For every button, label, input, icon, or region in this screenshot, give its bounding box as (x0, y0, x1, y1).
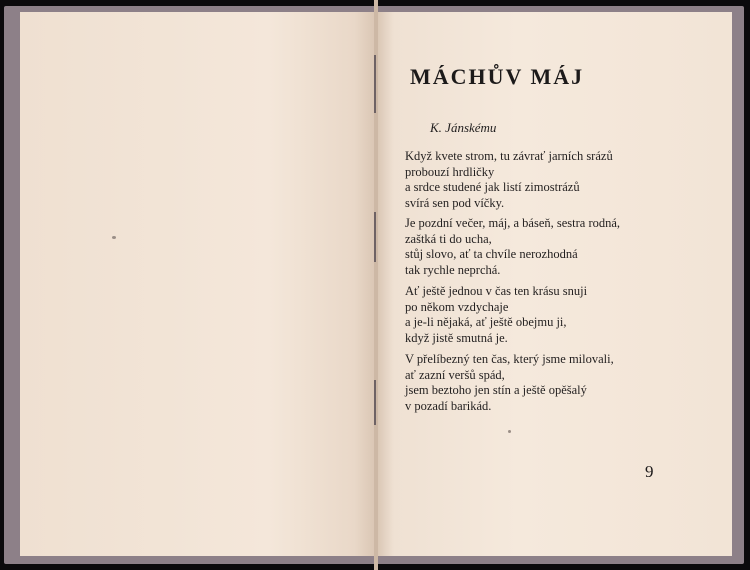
page-number: 9 (645, 462, 654, 481)
verse-line: ať zazní veršů spád, (405, 367, 505, 382)
stanza (405, 284, 587, 346)
paper-speck (508, 430, 511, 433)
verse-line: v pozadí barikád. (405, 398, 492, 413)
verse-line: probouzí hrdličky (405, 164, 495, 179)
verse-line: jsem beztoho jen stín a ještě opěšalý (405, 383, 587, 397)
paper-speck (112, 236, 116, 239)
poem-title: MÁCHŮV MÁJ (410, 64, 585, 89)
verse-line: a je-li nějaká, ať ještě obejmu ji, (405, 315, 567, 329)
poem-dedication: K. Jánskému (430, 120, 497, 135)
verse-line: a srdce studené jak listí zimostrázů (405, 180, 580, 194)
verse-line: tak rychle neprchá. (405, 262, 501, 277)
left-page (20, 12, 376, 556)
stanza (405, 149, 613, 211)
stanza (405, 216, 620, 278)
verse-line: stůj slovo, ať ta chvíle nerozhodná (405, 247, 578, 261)
verse-line: Když kvete strom, tu závrať jarních srázů (405, 149, 613, 163)
stanza (405, 352, 614, 414)
binding-stitch (374, 212, 376, 262)
verse-line: Ať ještě jednou v čas ten krásu snuji (405, 284, 588, 298)
verse-line: svírá sen pod víčky. (405, 195, 505, 210)
verse-line: když jistě smutná je. (405, 330, 508, 345)
verse-line: Je pozdní večer, máj, a báseň, sestra rodná, (405, 216, 621, 230)
verse-line: V přelíbezný ten čas, který jsme milovali, (405, 352, 614, 366)
verse-line: zaštká ti do ucha, (405, 231, 492, 246)
binding-stitch (374, 55, 376, 113)
binding-stitch (374, 380, 376, 425)
verse-line: po někom vzdychaje (405, 299, 509, 314)
